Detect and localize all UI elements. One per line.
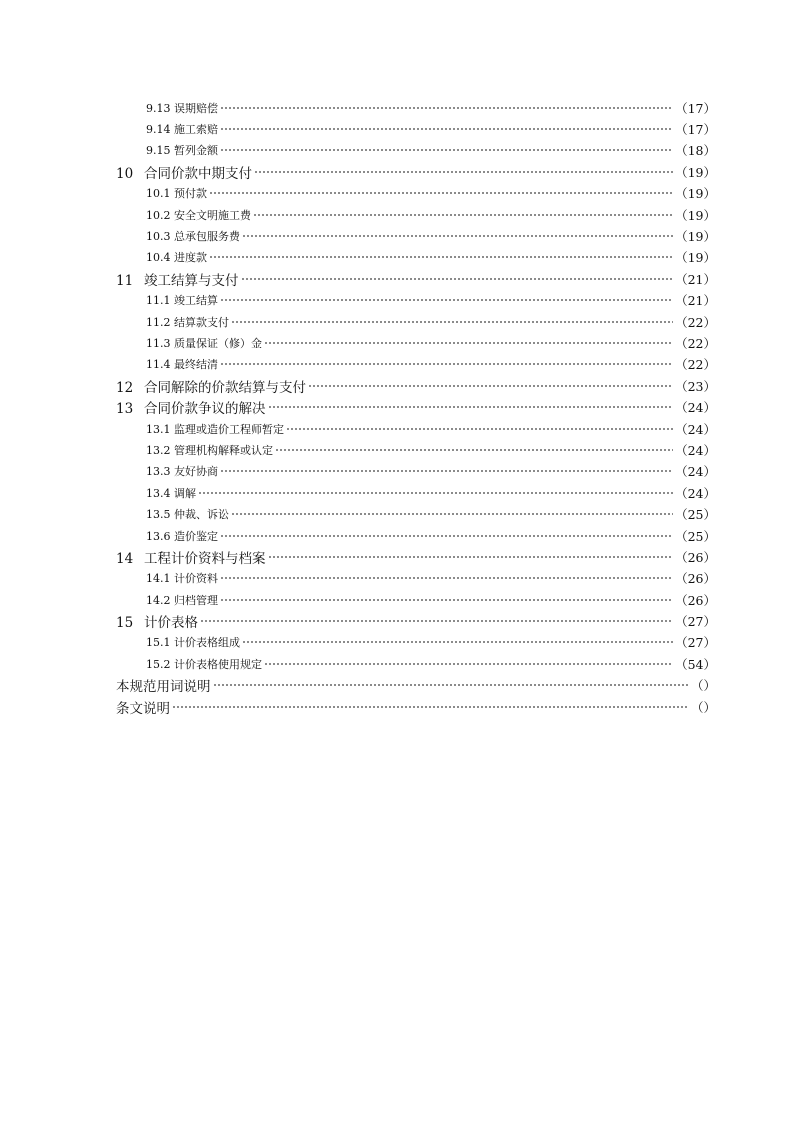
table-of-contents [0,97,793,717]
toc-entry[interactable] [146,439,716,460]
toc-entry-page: （22） [675,314,716,330]
dot-leader [198,492,673,494]
toc-entry-number: 15.1 [146,636,171,650]
toc-entry[interactable] [146,632,716,653]
dot-leader [200,620,673,622]
toc-entry-title [116,547,266,567]
toc-entry[interactable] [146,183,716,204]
toc-entry-page: （54） [675,656,716,672]
dot-leader [220,363,673,365]
dot-leader [268,406,674,408]
dot-leader [242,641,673,643]
dot-leader [254,171,673,173]
toc-entry[interactable] [116,396,716,417]
toc-entry-number: 11 [116,272,134,289]
toc-entry-text: 友好协商 [174,465,218,479]
toc-entry-text: 计价表格组成 [174,636,240,650]
toc-entry-number: 10.4 [146,251,171,265]
toc-entry-text: 条文说明 [116,700,170,717]
toc-entry-title [116,162,252,182]
toc-entry-title [146,421,284,437]
dot-leader [209,256,673,258]
toc-entry[interactable] [116,675,716,696]
toc-entry-number: 14.2 [146,593,171,607]
toc-entry-number: 11.1 [146,294,171,308]
dot-leader [308,385,673,387]
toc-entry-text: 归档管理 [174,593,218,607]
toc-entry-text: 施工索赔 [174,123,218,137]
toc-entry-page: （19） [675,207,716,223]
toc-entry-page: （19） [675,186,716,202]
toc-entry-title [116,397,266,417]
dot-leader [220,128,673,130]
toc-entry-title [146,335,262,351]
toc-entry[interactable] [146,97,716,118]
toc-entry[interactable] [146,204,716,225]
toc-entry-text: 总承包服务费 [174,230,240,244]
toc-entry-text: 合同解除的价款结算与支付 [144,379,306,396]
toc-entry[interactable] [116,696,716,717]
toc-entry-number: 9.13 [146,101,171,115]
toc-entry[interactable] [146,589,716,610]
dot-leader [220,107,673,109]
dot-leader [275,449,673,451]
dot-leader [264,663,673,665]
toc-entry-title [116,611,198,631]
toc-entry-title [146,634,240,650]
toc-entry[interactable] [146,482,716,503]
toc-entry-page: （） [690,678,716,694]
toc-entry-text: 仲裁、诉讼 [174,508,229,522]
toc-entry-page: （17） [675,122,716,138]
toc-entry-number: 10 [116,165,134,182]
toc-entry-title [146,185,207,201]
toc-entry-number: 13 [116,401,134,418]
toc-entry-number: 15 [116,615,134,632]
toc-entry-page: （23） [675,378,716,394]
toc-entry[interactable] [146,247,716,268]
toc-entry-page: （19） [675,229,716,245]
dot-leader [220,577,673,579]
toc-entry-number: 9.14 [146,123,171,137]
toc-entry[interactable] [146,311,716,332]
toc-entry-text: 合同价款中期支付 [144,165,252,182]
toc-entry-page: （24） [675,442,716,458]
toc-entry-text: 暂列金额 [174,144,218,158]
toc-entry-number: 11.3 [146,336,171,350]
toc-entry-page: （24） [675,400,716,416]
toc-entry[interactable] [116,610,716,631]
toc-entry-number: 10.2 [146,208,171,222]
toc-entry[interactable] [146,290,716,311]
toc-entry[interactable] [146,225,716,246]
toc-entry-title [116,376,306,396]
toc-entry-number: 15.2 [146,657,171,671]
toc-entry-title [146,207,251,223]
toc-entry[interactable] [146,503,716,524]
toc-entry[interactable] [146,140,716,161]
dot-leader [264,342,673,344]
toc-entry-page: （24） [675,464,716,480]
toc-entry-number: 11.4 [146,358,171,372]
toc-entry-page: （17） [675,100,716,116]
dot-leader [231,321,673,323]
dot-leader [220,535,673,537]
toc-entry[interactable] [146,118,716,139]
toc-entry-title [146,570,218,586]
toc-entry-text: 质量保证（修）金 [174,336,262,350]
toc-entry-title [146,442,273,458]
toc-entry[interactable] [146,653,716,674]
dot-leader [172,706,689,708]
toc-entry-text: 监理或造价工程师暂定 [174,422,284,436]
toc-entry-page: （26） [675,571,716,587]
toc-entry-number: 14.1 [146,572,171,586]
toc-entry-title [146,356,218,372]
toc-entry[interactable] [146,568,716,589]
toc-entry-text: 合同价款争议的解决 [144,401,266,418]
toc-entry-text: 本规范用词说明 [116,679,211,696]
toc-entry-page: （19） [675,250,716,266]
toc-entry-title [146,528,218,544]
toc-entry-number: 13.1 [146,422,171,436]
toc-entry-number: 13.4 [146,486,171,500]
toc-entry[interactable] [116,375,716,396]
toc-entry-page: （22） [675,335,716,351]
toc-entry-page: （27） [675,635,716,651]
toc-entry-title [146,485,196,501]
toc-entry-title [146,656,262,672]
toc-entry-title [146,121,218,137]
toc-entry-number: 13.5 [146,508,171,522]
toc-entry-title [146,506,229,522]
toc-entry-title [146,292,218,308]
dot-leader [242,235,673,237]
toc-entry-title [116,269,239,289]
toc-entry-title [116,675,211,695]
toc-entry-title [146,249,207,265]
toc-entry-title [146,463,218,479]
toc-entry-text: 最终结清 [174,358,218,372]
dot-leader [220,299,673,301]
toc-entry-number: 13.2 [146,443,171,457]
toc-entry-number: 10.3 [146,230,171,244]
toc-entry-number: 10.1 [146,187,171,201]
toc-entry-text: 竣工结算与支付 [144,272,239,289]
toc-entry-text: 调解 [174,486,196,500]
toc-entry-text: 计价表格 [144,615,198,632]
toc-entry-title [146,100,218,116]
dot-leader [231,513,673,515]
toc-entry-page: （21） [675,293,716,309]
toc-entry-text: 计价资料 [174,572,218,586]
toc-entry[interactable] [146,332,716,353]
toc-entry-title [146,142,218,158]
toc-entry-page: （26） [675,592,716,608]
toc-entry-text: 计价表格使用规定 [174,657,262,671]
toc-entry[interactable] [146,525,716,546]
toc-entry-text: 预付款 [174,187,207,201]
toc-entry-page: （27） [675,614,716,630]
toc-entry-page: （） [690,699,716,715]
toc-entry[interactable] [116,546,716,567]
toc-entry-page: （24） [675,485,716,501]
toc-entry[interactable] [146,354,716,375]
dot-leader [253,214,673,216]
toc-entry-number: 13.6 [146,529,171,543]
dot-leader [241,278,674,280]
dot-leader [220,599,673,601]
toc-entry-number: 14 [116,550,134,567]
dot-leader [213,684,689,686]
dot-leader [209,192,673,194]
toc-entry-page: （24） [675,421,716,437]
dot-leader [286,428,673,430]
toc-entry-title [146,592,218,608]
toc-entry-page: （22） [675,357,716,373]
toc-entry[interactable] [116,268,716,289]
toc-entry-text: 安全文明施工费 [174,208,251,222]
toc-entry-page: （18） [675,143,716,159]
toc-entry-page: （19） [675,164,716,180]
toc-entry-number: 13.3 [146,465,171,479]
toc-entry-number: 12 [116,379,134,396]
toc-entry-text: 误期赔偿 [174,101,218,115]
toc-entry-title [146,228,240,244]
toc-entry-text: 竣工结算 [174,294,218,308]
toc-entry-text: 进度款 [174,251,207,265]
toc-entry[interactable] [146,461,716,482]
toc-entry-title [116,697,170,717]
toc-entry-page: （25） [675,507,716,523]
toc-entry[interactable] [146,418,716,439]
toc-entry-text: 结算款支付 [174,315,229,329]
toc-entry-page: （21） [675,271,716,287]
dot-leader [268,556,674,558]
toc-entry[interactable] [116,161,716,182]
dot-leader [220,470,673,472]
toc-entry-text: 造价鉴定 [174,529,218,543]
toc-entry-page: （26） [675,549,716,565]
toc-entry-text: 管理机构解释或认定 [174,443,273,457]
toc-entry-number: 11.2 [146,315,171,329]
toc-entry-number: 9.15 [146,144,171,158]
toc-entry-page: （25） [675,528,716,544]
toc-entry-text: 工程计价资料与档案 [144,550,266,567]
toc-entry-title [146,314,229,330]
dot-leader [220,149,673,151]
